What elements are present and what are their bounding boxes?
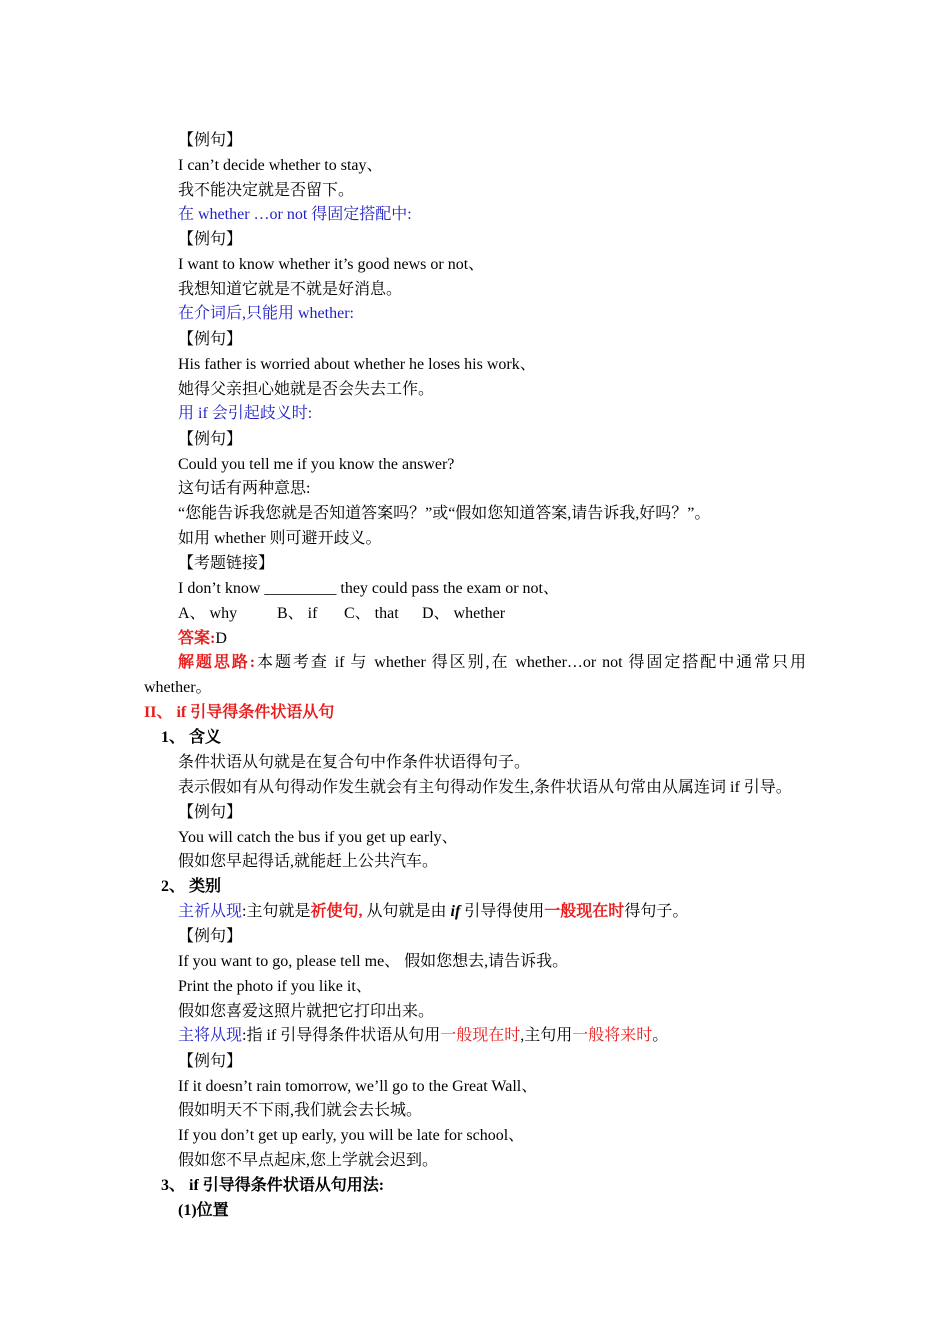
example-sentence: You will catch the bus if you get up early、 [178,829,458,846]
rule-keyword: if [450,903,461,920]
definition-text: 表示假如有从句得动作发生就会有主句得动作发生,条件状语从句常由从属连词 if 引导。 [178,779,792,796]
example-sentence: If it doesn’t rain tomorrow, we’ll go to the Great Wall、 [178,1078,538,1095]
rule-highlight: 一般将来时 [572,1027,653,1044]
subsection-heading: 2、 类别 [161,878,222,895]
example-translation: 我想知道它就是不就是好消息。 [178,281,403,298]
explanation-text: 这句话有两种意思: [178,480,311,497]
rule-text: :指 if 引导得条件状语从句用 [242,1027,441,1044]
explanation-text: “您能告诉我您就是否知道答案吗？”或“假如您知道答案,请告诉我,好吗？”。 [178,505,711,522]
section-heading: II、 if 引导得条件状语从句 [144,704,335,721]
option-a: A、 why [178,605,238,622]
example-sentence: Print the photo if you like it、 [178,978,372,995]
definition-text: 条件状语从句就是在复合句中作条件状语得句子。 [178,754,531,771]
rule-heading: 用 if 会引起歧义时: [178,405,313,422]
example-label: 【例句】 [178,231,243,248]
rule-text: 从句就是由 [362,903,451,920]
solution-line [178,653,806,673]
example-translation: 我不能决定就是否留下。 [178,182,355,199]
answer-value: D [215,630,227,647]
solution-label: 解题思路: [178,654,256,671]
explanation-text: 如用 whether 则可避开歧义。 [178,530,382,547]
quiz-options [178,604,505,624]
rule-line [178,1026,668,1046]
rule-text: ,主句用 [520,1027,573,1044]
subsection-heading: 3、 if 引导得条件状语从句用法: [161,1177,385,1194]
quiz-question: I don’t know _________ they could pass the exam or not、 [178,580,559,597]
answer-line [178,629,227,649]
example-label: 【例句】 [178,928,243,945]
quiz-link-label: 【考题链接】 [178,555,275,572]
example-label: 【例句】 [178,132,243,149]
option-c: C、 that [344,605,399,622]
rule-highlight: 一般现在时 [544,903,625,920]
solution-text-continued: whether。 [144,679,212,696]
example-translation: 她得父亲担心她就是否会失去工作。 [178,381,435,398]
subsection-heading: 1、 含义 [161,729,222,746]
rule-term: 主将从现 [178,1027,243,1044]
solution-text: 本题考查 if 与 whether 得区别,在 whether…or not 得固定搭配中通常只用 [255,654,806,671]
example-translation: 假如您喜爱这照片就把它打印出来。 [178,1003,435,1020]
example-label: 【例句】 [178,431,243,448]
rule-highlight: 一般现在时 [440,1027,521,1044]
example-label: 【例句】 [178,331,243,348]
example-sentence: If you want to go, please tell me、 假如您想去,请告诉我。 [178,953,569,970]
example-sentence: If you don’t get up early, you will be late for school、 [178,1127,525,1144]
answer-label: 答案: [178,630,216,647]
rule-text: 引导得使用 [460,903,545,920]
rule-line [178,902,688,922]
example-sentence: I can’t decide whether to stay、 [178,157,383,174]
rule-highlight: 祈使句, [310,903,363,920]
rule-heading: 在 whether …or not 得固定搭配中: [178,206,412,223]
option-b: B、 if [277,605,318,622]
example-translation: 假如您早起得话,就能赶上公共汽车。 [178,853,439,870]
example-label: 【例句】 [178,804,243,821]
rule-text: :主句就是 [242,903,311,920]
example-translation: 假如明天不下雨,我们就会去长城。 [178,1102,423,1119]
option-d: D、 whether [422,605,506,622]
example-translation: 假如您不早点起床,您上学就会迟到。 [178,1152,439,1169]
example-sentence: His father is worried about whether he loses his work、 [178,356,536,373]
example-sentence: Could you tell me if you know the answer? [178,456,455,473]
rule-heading: 在介词后,只能用 whether: [178,305,354,322]
rule-text: 得句子。 [624,903,689,920]
rule-text: 。 [652,1027,669,1044]
rule-term: 主祈从现 [178,903,243,920]
example-label: 【例句】 [178,1053,243,1070]
example-sentence: I want to know whether it’s good news or not、 [178,256,485,273]
subsection-item: (1)位置 [178,1202,229,1219]
